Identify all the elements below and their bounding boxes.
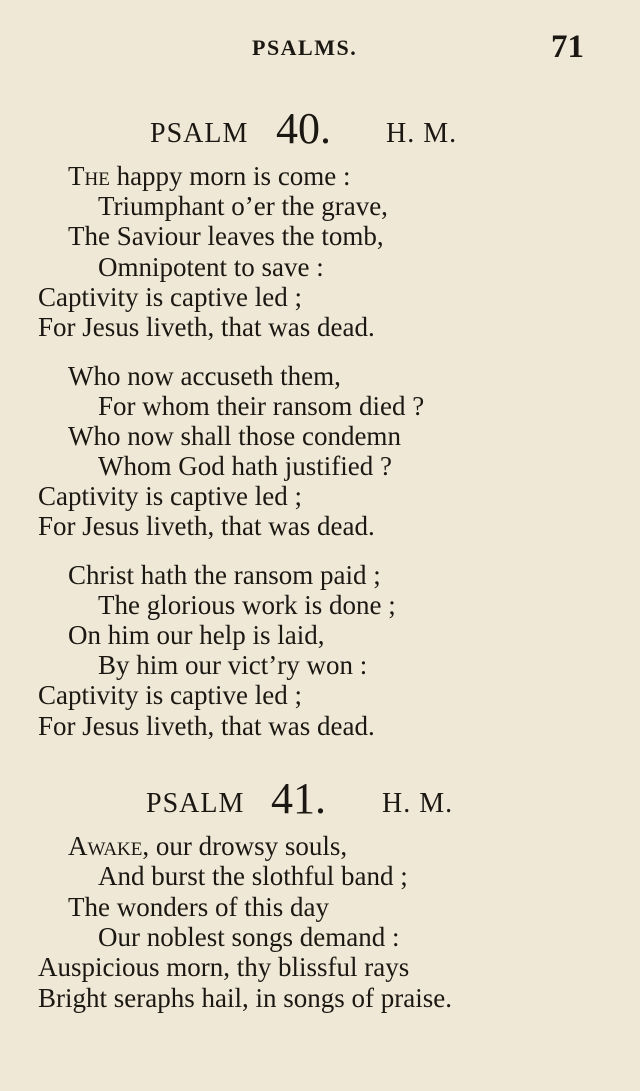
verse-initial-word: The bbox=[68, 161, 110, 191]
verse-refrain-line: For Jesus liveth, that was dead. bbox=[38, 711, 375, 741]
verse-line: Omnipotent to save : bbox=[98, 252, 324, 282]
psalm-41-number: 41. bbox=[271, 774, 326, 823]
verse-refrain-line: Captivity is captive led ; bbox=[38, 481, 302, 511]
verse-refrain-line: For Jesus liveth, that was dead. bbox=[38, 511, 375, 541]
verse-line: Christ hath the ransom paid ; bbox=[68, 560, 381, 590]
psalm-41-label: PSALM bbox=[146, 788, 245, 819]
verse-refrain-line: For Jesus liveth, that was dead. bbox=[38, 312, 375, 342]
verse-initial-word: Awake, bbox=[68, 831, 150, 861]
verse-line: Who now accuseth them, bbox=[68, 361, 341, 391]
psalm-40-label: PSALM bbox=[150, 118, 249, 149]
verse-line-rest: happy morn is come : bbox=[109, 161, 351, 191]
verse-refrain-line: Captivity is captive led ; bbox=[38, 282, 302, 312]
verse-line: On him our help is laid, bbox=[68, 620, 325, 650]
verse-line: Auspicious morn, thy blissful rays bbox=[38, 952, 410, 982]
verse-line: The Saviour leaves the tomb, bbox=[68, 221, 384, 251]
psalm-40-number: 40. bbox=[276, 104, 331, 153]
verse-line: The wonders of this day bbox=[68, 892, 329, 922]
verse-line: Who now shall those condemn bbox=[68, 421, 401, 451]
page-number: 71 bbox=[551, 29, 584, 65]
psalm-41-heading bbox=[0, 774, 640, 826]
verse-line bbox=[68, 161, 351, 191]
verse-line: For whom their ransom died ? bbox=[98, 391, 425, 421]
verse-line-rest: our drowsy souls, bbox=[149, 831, 348, 861]
verse-line: Bright seraphs hail, in songs of praise. bbox=[38, 983, 452, 1013]
verse-line: By him our vict’ry won : bbox=[98, 650, 368, 680]
psalm-40-meter: H. M. bbox=[386, 118, 458, 149]
verse-line: And burst the slothful band ; bbox=[98, 861, 408, 891]
running-head bbox=[0, 29, 640, 65]
verse-line: Triumphant o’er the grave, bbox=[98, 191, 388, 221]
running-title: PSALMS. bbox=[252, 35, 358, 60]
verse-line: The glorious work is done ; bbox=[98, 590, 396, 620]
verse-line: Whom God hath justified ? bbox=[98, 451, 392, 481]
psalm-40-heading bbox=[0, 104, 640, 156]
psalm-41-meter: H. M. bbox=[382, 788, 454, 819]
verse-refrain-line: Captivity is captive led ; bbox=[38, 680, 302, 710]
verse-line: Our noblest songs demand : bbox=[98, 922, 400, 952]
verse-line bbox=[68, 831, 347, 861]
